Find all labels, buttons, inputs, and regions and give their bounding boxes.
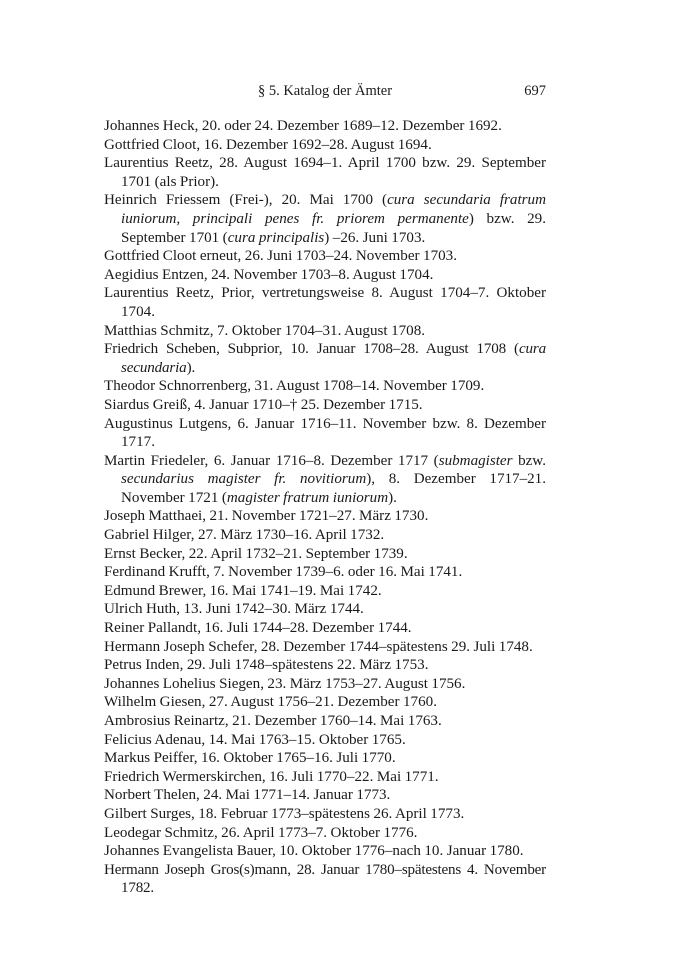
list-item [104,842,546,861]
entry-text: , 21. November 1721–27. März 1730. [202,508,429,525]
list-item [104,824,546,843]
list-item [104,154,546,191]
entry-name: Joseph Matthaei [104,508,203,525]
entry-name: Ferdinand Krufft [104,564,207,581]
list-item [104,805,546,824]
list-item [104,117,546,136]
list-item [104,136,546,155]
entry-text: ), 8. Dezember 1717–21. November 1721 ( [121,471,547,506]
list-item [104,247,546,266]
entry-name: Aegidius Entzen [104,266,204,283]
entry-text: , 23. März 1753–27. August 1756. [260,675,466,692]
list-item [104,545,546,564]
list-item [104,693,546,712]
entry-text: , 20. Mai 1700 ( [268,192,388,209]
entry-name: Gottfried Cloot [104,248,197,265]
entry-text: , 16. Juli 1744–28. Dezember 1744. [197,620,412,637]
entry-name: Johannes Lohelius Siegen [104,675,261,692]
entry-text: , 10. Oktober 1776–nach 10. Januar 1780. [272,843,524,860]
entry-name: Augustinus Lutgens [104,415,228,432]
list-item [104,786,546,805]
entry-text: , 20. oder 24. Dezember 1689–12. Dezember 1692. [194,118,502,134]
office-holder-list [104,117,546,898]
entry-name: Friedrich Scheben [104,341,217,358]
entry-text: , 6. Januar 1716–11. November bzw. 8. Dezember 1717. [121,415,547,451]
list-item [104,749,546,768]
list-item [104,731,546,750]
entry-text: bzw. [512,452,547,469]
list-item [104,191,546,247]
entry-name: Petrus Inden [104,657,180,674]
entry-text: , Prior, vertretungsweise 8. August 1704–7. Oktober 1704. [121,285,546,320]
entry-name: Leodegar Schmitz [104,824,214,841]
entry-text: , Subprior, 10. Januar 1708–28. August 1708 ( [216,341,519,358]
entry-text: , 7. November 1739–6. oder 16. Mai 1741. [206,564,463,581]
entry-name: Friedrich Wermerskirchen [104,768,262,785]
entry-name: Reiner Pallandt [104,620,198,637]
list-item [104,415,546,452]
list-item [104,768,546,787]
list-item [104,619,546,638]
entry-text: , 16. Dezember 1692–28. August 1694. [196,136,432,153]
entry-text: , 14. Mai 1763–15. Oktober 1765. [201,731,406,748]
running-head [104,83,546,105]
entry-text: erneut, 26. Juni 1703–24. November 1703. [196,248,457,265]
entry-name: Gabriel Hilger [104,527,191,544]
entry-text: , 13. Juni 1742–30. März 1744. [176,601,364,618]
entry-text: , 29. Juli 1748–spätestens 22. März 1753. [179,657,429,674]
list-item [104,396,546,415]
entry-name: Martin Friedeler [104,452,205,469]
entry-name: Ulrich Huth [104,601,177,618]
list-item [104,675,546,694]
entry-name: Johannes Heck [104,118,195,134]
entry-name: Laurentius Reetz [104,285,211,302]
entry-text: , 28. Januar 1780–spätestens 4. November 1782. [121,861,546,897]
list-item [104,526,546,545]
entry-name: Edmund Brewer [104,582,203,599]
entry-text: ) –26. Juni 1703. [324,229,426,246]
list-item [104,563,546,582]
list-item [104,340,546,377]
entry-italic-note: cura secundaria fratrum iuniorum, principali penes fr. priorem permanente [121,192,546,227]
entry-name: Heinrich Friessem (Frei-) [104,192,269,209]
list-item [104,507,546,526]
entry-text: , 31. August 1708–14. November 1709. [247,378,485,395]
list-item [104,861,546,898]
entry-name: Gilbert Surges [104,805,192,822]
entry-name: Gottfried Cloot [104,136,197,153]
entry-text: , 16. Oktober 1765–16. Juli 1770. [193,750,396,767]
entry-text: , 21. Dezember 1760–14. Mai 1763. [224,713,442,729]
entry-name: Johannes Evangelista Bauer [104,843,273,860]
entry-name: Ambrosius Reinartz [104,713,225,729]
entry-italic-note: magister fratrum iuniorum [226,489,389,506]
entry-italic-note: secundarius magister fr. novitiorum [121,471,367,488]
page-number: 697 [524,83,546,99]
list-item [104,638,546,657]
list-item [104,322,546,341]
entry-text: , 18. Februar 1773–spätestens 26. April 1773. [191,805,465,822]
list-item [104,452,546,508]
entry-text: , 28. Dezember 1744–spätestens 29. Juli 1748. [253,638,533,655]
entry-name: Markus Peiffer [104,750,194,767]
entry-text: , 24. November 1703–8. August 1704. [203,266,434,283]
list-item [104,266,546,285]
entry-italic-note: cura principalis [227,229,325,246]
entry-name: Ernst Becker [104,545,182,562]
entry-text: , 27. August 1756–21. Dezember 1760. [201,694,437,711]
entry-name: Hermann Joseph Schefer [104,638,254,655]
entry-name: Hermann Joseph Gros(s)mann [104,861,288,878]
entry-text: , 24. Mai 1771–14. Januar 1773. [196,787,391,804]
entry-italic-note: submagister [438,452,513,469]
entry-name: Theodor Schnorrenberg [104,378,248,395]
entry-text: , 7. Oktober 1704–31. August 1708. [209,322,426,339]
entry-text: , 16. Juli 1770–22. Mai 1771. [261,768,439,785]
entry-text: , 16. Mai 1741–19. Mai 1742. [202,582,382,599]
entry-text: , 4. Januar 1710–† 25. Dezember 1715. [187,396,423,413]
entry-text: , 6. Januar 1716–8. Dezember 1717 ( [204,452,439,469]
entry-name: Felicius Adenau [104,731,202,748]
entry-name: Norbert Thelen [104,787,197,804]
list-item [104,656,546,675]
running-title: § 5. Katalog der Ämter [257,83,393,99]
list-item [104,284,546,321]
entry-italic-note: cura secundaria [121,341,547,376]
entry-name: Matthias Schmitz [104,322,210,339]
entry-name: Wilhelm Giesen [104,694,202,711]
list-item [104,377,546,396]
list-item [104,582,546,601]
entry-text: , 28. August 1694–1. April 1700 bzw. 29. September 1701 (als Prior). [121,155,546,190]
entry-text: ) bzw. 29. September 1701 ( [121,210,547,246]
entry-text: , 22. April 1732–21. September 1739. [181,545,408,562]
entry-name: Siardus Greiß [104,396,188,413]
list-item [104,600,546,619]
entry-text: ). [388,489,397,506]
list-item [104,712,546,731]
entry-text: , 27. März 1730–16. April 1732. [190,527,385,544]
entry-name: Laurentius Reetz [104,155,210,172]
entry-text: ). [186,359,196,376]
entry-text: , 26. April 1773–7. Oktober 1776. [213,824,418,841]
